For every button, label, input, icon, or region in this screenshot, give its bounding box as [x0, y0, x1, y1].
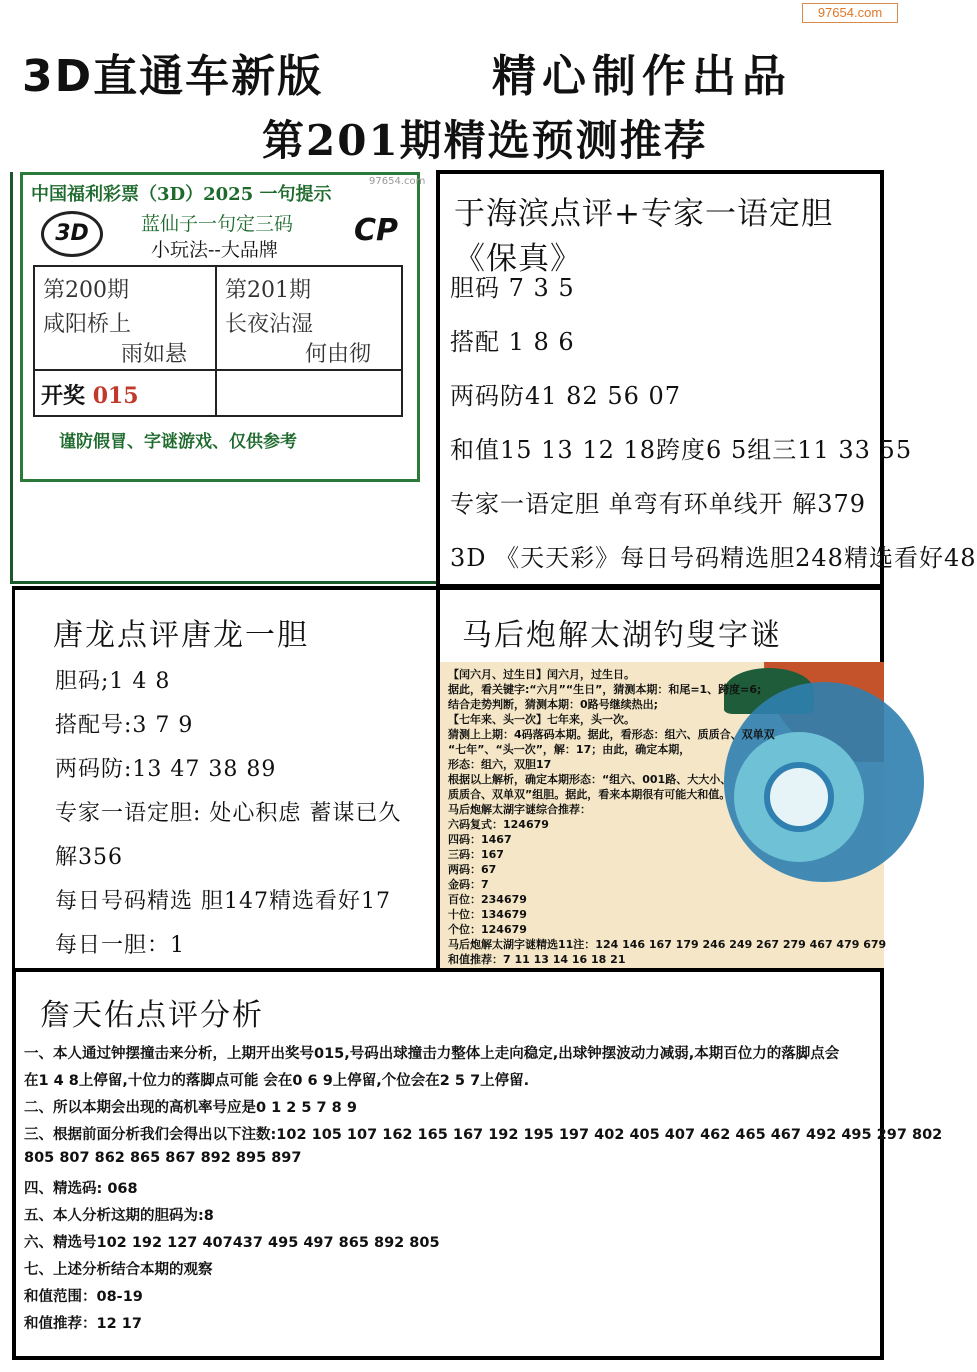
prev-riddle-line2: 雨如悬: [121, 342, 188, 367]
issue-title: 第201期精选预测推荐: [262, 116, 708, 165]
tanglong-line: 两码防:13 47 38 89: [55, 757, 277, 782]
riddle-line: 结合走势判断，猜测本期：0路号继续热出;: [448, 698, 659, 711]
card-url: 97654.com: [369, 176, 426, 187]
tanglong-line: 搭配号:3 7 9: [55, 713, 194, 738]
analysis-line: 四、精选码: 068: [24, 1181, 138, 1197]
card-slogan-1: 蓝仙子一句定三码: [141, 213, 294, 235]
riddle-solution-panel: [440, 662, 887, 970]
tanglong-line: 专家一语定胆: 处心积虑 蓄谋已久: [55, 801, 402, 826]
riddle-solution-title: 马后炮解太湖钓叟字谜: [462, 618, 782, 653]
expert-line: 3D 《天天彩》每日号码精选胆248精选看好48: [450, 544, 977, 572]
grid-divider: [35, 369, 401, 371]
decorative-wave-shape: [764, 762, 834, 832]
header-title-left: 3D直通车新版: [22, 51, 324, 102]
riddle-line: 个位：124679: [448, 923, 527, 936]
riddle-line: “七年”、“头一次”，解：17；由此，确定本期，: [448, 743, 691, 756]
riddle-line: 四码：1467: [448, 833, 512, 846]
riddle-solution-box: [436, 586, 887, 970]
3d-logo-icon: 3D: [41, 211, 103, 257]
card-heading: 中国福利彩票（3D）2025 一句提示: [31, 184, 332, 205]
riddle-line: 十位：134679: [448, 908, 527, 921]
expert-line: 和值15 13 12 18跨度6 5组三11 33 55: [450, 436, 913, 464]
riddle-line: 据此，看关键字:“六月”“生日”，猜测本期：和尾=1、跨度=6;: [448, 683, 762, 696]
grid-divider: [215, 267, 217, 417]
card-slogan-2: 小玩法--大品牌: [151, 239, 278, 261]
lottery-card: [20, 172, 426, 482]
expert-line: 两码防41 82 56 07: [450, 382, 682, 410]
draw-number: 015: [92, 383, 139, 409]
riddle-line: 百位：234679: [448, 893, 527, 906]
draw-result: 开奖 015: [41, 383, 139, 409]
card-disclaimer: 谨防假冒、字谜游戏、仅供参考: [59, 432, 297, 452]
riddle-line: 根据以上解析，确定本期形态：“组六、001路、大大小、: [448, 773, 732, 786]
analysis-line: 三、根据前面分析我们会得出以下注数:102 105 107 162 165 167 192 195 197 402 405 407 462 465 467 492 495 297 802: [24, 1127, 943, 1143]
prev-issue-label: 第200期: [43, 278, 129, 303]
riddle-grid: [33, 265, 403, 417]
riddle-line: 六码复式：124679: [448, 818, 549, 831]
analysis-line: 和值范围：08-19: [24, 1289, 143, 1305]
cur-riddle-line1: 长夜沾湿: [225, 312, 314, 337]
analysis-line: 六、精选号102 192 127 407437 495 497 865 892 805: [24, 1235, 440, 1251]
watermark-badge: 97654.com: [802, 3, 898, 23]
analysis-line: 五、本人分析这期的胆码为:8: [24, 1208, 214, 1224]
riddle-line: 和值推荐：7 11 13 14 16 18 21: [448, 953, 626, 966]
riddle-line: 三码：167: [448, 848, 504, 861]
tanglong-line: 胆码;1 4 8: [55, 669, 171, 694]
analysis-line: 805 807 862 865 867 892 895 897: [24, 1150, 302, 1166]
expert-line: 胆码 7 3 5: [450, 274, 575, 302]
riddle-line: 【闰六月、过生日】闰六月，过生日。: [448, 668, 635, 681]
analysis-line: 二、所以本期会出现的高机率号应是0 1 2 5 7 8 9: [24, 1100, 357, 1116]
expert-line: 专家一语定胆 单弯有环单线开 解379: [450, 490, 867, 518]
riddle-line: 形态：组六，双胆17: [448, 758, 552, 771]
analysis-line: 在1 4 8上停留,十位力的落脚点可能 会在0 6 9上停留,个位会在2 5 7上停留.: [24, 1073, 530, 1089]
expert-review-title: 于海滨点评+专家一语定胆《保真》: [454, 196, 833, 277]
riddle-line: 猜测上上期：4码落码本期。据此，看形态：组六、质质合、双单双: [448, 728, 775, 741]
riddle-line: 质质合、双单双”组胆。据此，看来本期很有可能大和值。: [448, 788, 731, 801]
analysis-title: 詹天佑点评分析: [40, 998, 264, 1033]
zhantianyou-analysis-box: [12, 968, 943, 1360]
cur-issue-label: 第201期: [225, 278, 311, 303]
tanglong-title: 唐龙点评唐龙一胆: [53, 618, 309, 653]
tanglong-review-box: [12, 586, 436, 970]
analysis-line: 和值推荐：12 17: [24, 1316, 142, 1332]
tanglong-line: 每日号码精选 胆147精选看好17: [55, 889, 391, 914]
analysis-line: 一、本人通过钟摆撞击来分析，上期开出奖号015,号码出球撞击力整体上走向稳定,出球钟摆波动力减弱,本期百位力的落脚点会: [24, 1046, 840, 1062]
riddle-line: 【七年来、头一次】七年来，头一次。: [448, 713, 635, 726]
riddle-line: 马后炮解太湖字谜精选11注：124 146 167 179 246 249 267 279 467 479 679: [448, 938, 887, 951]
analysis-line: 七、上述分析结合本期的观察: [24, 1262, 213, 1278]
tanglong-line: 解356: [55, 845, 123, 870]
tanglong-line: 每日一胆：1: [55, 933, 185, 958]
riddle-line: 两码：67: [448, 863, 497, 876]
expert-review-box: [436, 170, 977, 588]
header-title-right: 精心制作出品: [492, 51, 792, 102]
riddle-line: 马后炮解太湖字谜综合推荐：: [448, 803, 591, 816]
cur-riddle-line2: 何由彻: [305, 342, 372, 367]
riddle-line: 金码：7: [448, 878, 489, 891]
expert-line: 搭配 1 8 6: [450, 328, 575, 356]
cp-logo-icon: CP: [353, 213, 398, 248]
prev-riddle-line1: 咸阳桥上: [43, 312, 132, 337]
